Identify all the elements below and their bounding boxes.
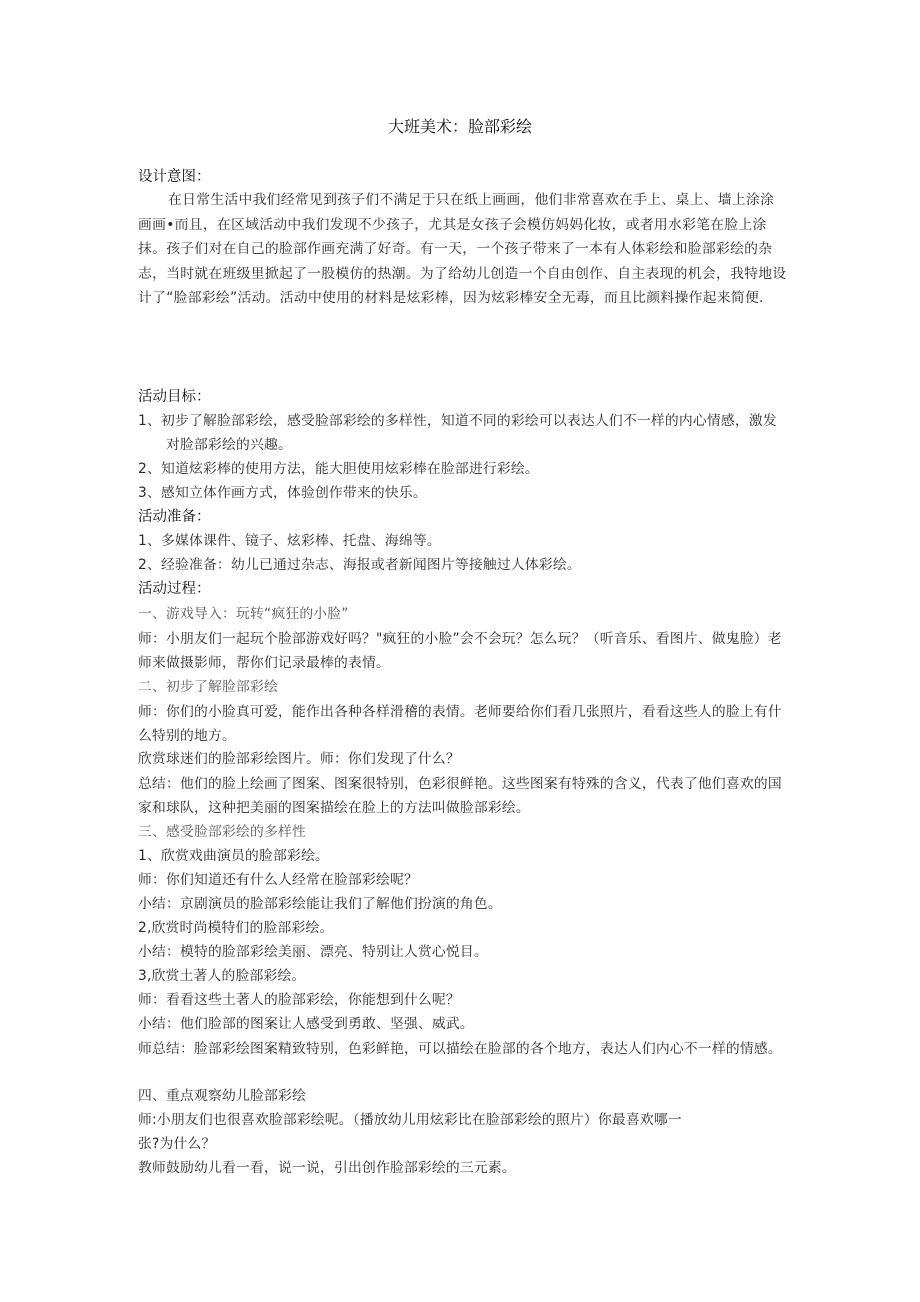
section-3-line-3: 小结：京剧演员的脸部彩绘能让我们了解他们扮演的角色。 [138, 896, 502, 912]
section-2-paragraph-1: 师：你们的小脸真可爱，能作出各种各样滑稽的表情。老师要给你们看几张照片，看看这些人的脸上有什么特别的地方。 [138, 704, 782, 744]
prep-item-2: 2、经验准备：幼儿已通过杂志、海报或者新闻图片等接触过人体彩绘。 [138, 557, 581, 573]
section-3-line-4: 2,欣赏时尚模特们的脸部彩绘。 [138, 920, 334, 936]
section-2-title: 二、初步了解脸部彩绘 [138, 679, 278, 695]
section-4-line-2: 张?为什么？ [138, 1136, 216, 1152]
section-4-line-1: 师:小朋友们也很喜欢脸部彩绘呢。（播放幼儿用炫彩比在脸部彩绘的照片）你最喜欢哪一 [138, 1112, 682, 1128]
section-3-line-2: 师：你们知道还有什么人经常在脸部彩绘呢？ [138, 872, 418, 888]
section-4-line-3: 教师鼓励幼儿看一看，说一说，引出创作脸部彩绘的三元素。 [138, 1160, 516, 1176]
section-3-line-1: 1、欣赏戏曲演员的脸部彩绘。 [138, 848, 329, 864]
section-3-line-8: 小结：他们脸部的图案让人感受到勇敢、坚强、威武。 [138, 1016, 474, 1032]
section-1-title: 一、游戏导入：玩转“疯狂的小脸” [138, 606, 349, 622]
page-title: 大班美术：脸部彩绘 [387, 117, 532, 136]
section-4-title: 四、重点观察幼儿脸部彩绘 [138, 1088, 306, 1104]
section-2-summary: 总结：他们的脸上绘画了图案、图案很特别，色彩很鲜艳。这些图案有特殊的含义，代表了他们喜欢的国家和球队，这种把美丽的图案描绘在脸上的方法叫做脸部彩绘。 [138, 776, 782, 816]
section-3-line-5: 小结：模特的脸部彩绘美丽、漂亮、特别让人赏心悦目。 [138, 944, 488, 960]
section-3-summary: 师总结：脸部彩绘图案精致特别，色彩鲜艳，可以描绘在脸部的各个地方，表达人们内心不一样的情感。 [138, 1041, 782, 1057]
design-paragraph: 在日常生活中我们经常见到孩子们不满足于只在纸上画画，他们非常喜欢在手上、桌上、墙上涂涂画画•而且，在区域活动中我们发现不少孩子，尤其是女孩子会模仿妈妈化妆，或者用水彩笔在脸上涂抹。孩子们对在自己的脸部作画充满了好奇。有一天，一个孩子带来了一本有人体彩绘和脸部彩绘的杂志，当时就在班级里掀起了一股模仿的热潮。为了给幼儿创造一个自由创作、自主表现的机会，我特地设计了“脸部彩绘”活动。活动中使用的材料是炫彩棒，因为炫彩棒安全无毒，而且比颜料操作起来简便. [138, 192, 787, 307]
section-3-title: 三、感受脸部彩绘的多样性 [138, 824, 306, 840]
prep-item-1: 1、多媒体课件、镜子、炫彩棒、托盘、海绵等。 [138, 533, 441, 549]
design-heading: 设计意图： [138, 169, 211, 185]
prep-heading: 活动准备： [138, 509, 211, 525]
section-2-paragraph-2: 欣赏球迷们的脸部彩绘图片。师：你们发现了什么？ [138, 751, 460, 767]
section-1-paragraph: 师：小朋友们一起玩个脸部游戏好吗？"疯狂的小脸”会不会玩？怎么玩？（听音乐、看图片、做鬼脸）老师来做摄影师，帮你们记录最棒的表情。 [138, 631, 782, 671]
process-heading: 活动过程： [138, 581, 211, 597]
goal-item-3: 3、感知立体作画方式，体验创作带来的快乐。 [138, 485, 427, 501]
goals-heading: 活动目标： [138, 389, 211, 405]
goal-item-2: 2、知道炫彩棒的使用方法，能大胆使用炫彩棒在脸部进行彩绘。 [138, 461, 539, 477]
section-3-line-6: 3,欣赏土著人的脸部彩绘。 [138, 968, 306, 984]
goal-item-1: 1、初步了解脸部彩绘，感受脸部彩绘的多样性，知道不同的彩绘可以表达人们不一样的内心情感，激发对脸部彩绘的兴趣。 [138, 413, 777, 453]
section-3-line-7: 师：看看这些土著人的脸部彩绘，你能想到什么呢？ [138, 992, 460, 1008]
